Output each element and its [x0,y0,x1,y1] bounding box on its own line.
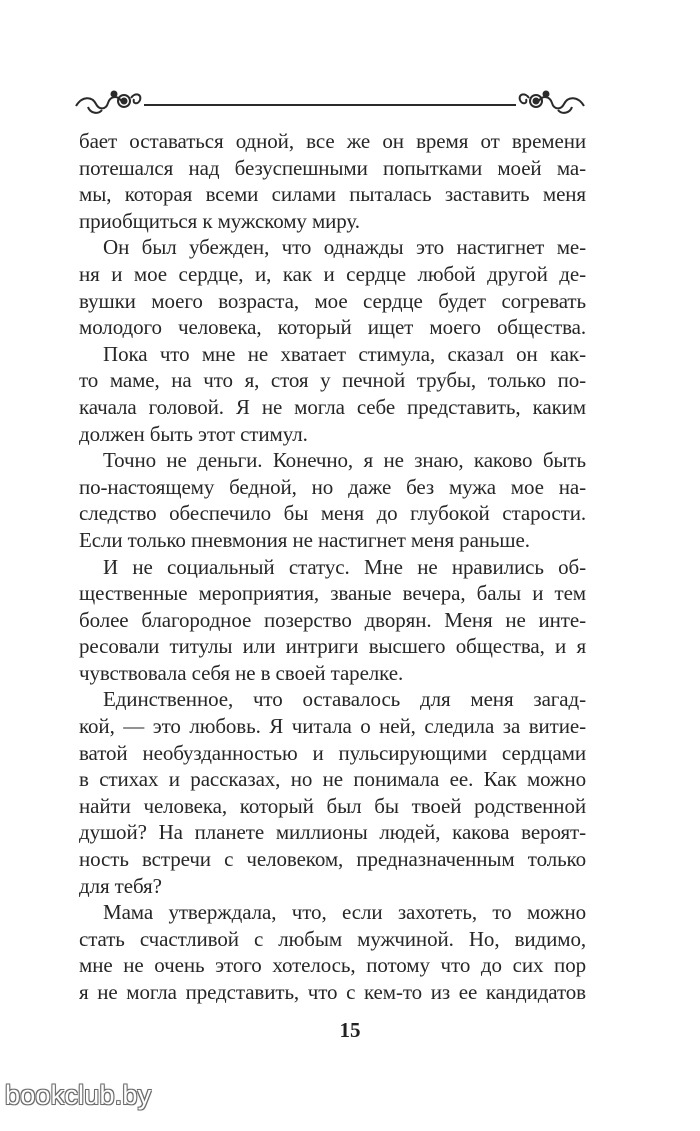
left-flourish-icon [76,92,140,113]
text-line: Если только пневмония не настигнет меня раньше. [79,527,530,552]
text-line: бает оставаться одной, все же он время от времени [79,129,586,153]
paragraph [79,899,586,1005]
text-line: Единственное, что оставалось для меня загад- [103,687,586,712]
text-line: следство обеспечило бы меня до глубокой старости. [79,501,586,526]
text-line: найти человека, который был бы твоей родственной [79,793,586,818]
text-line: душой? На планете миллионы людей, какова вероят- [79,820,586,845]
text-line: молодого человека, который ищет моего общества. [79,315,586,340]
text-line: должен быть этот стимул. [79,421,308,446]
text-line: качала головой. Я не могла себе представить, каким [79,394,586,419]
text-line: Точно не деньги. Конечно, я не знаю, каково быть [103,448,586,473]
paragraph [79,128,586,234]
text-line: более благородное позерство дворян. Меня не инте- [79,607,586,632]
paragraph [79,341,586,447]
paragraph [79,234,586,340]
paragraph [79,686,586,899]
text-line: в стихах и рассказах, но не понимала ее. Как можно [79,767,586,792]
site-watermark: bookclub.by [5,1080,152,1110]
text-line: Пока что мне не хватает стимула, сказал он как- [103,341,586,366]
text-line: И не социальный статус. Мне не нравились об- [103,554,586,579]
paragraph [79,447,586,553]
text-line: ность встречи с человеком, предназначенным только [79,847,586,872]
text-line: щественные мероприятия, званые вечера, балы и тем [79,581,586,606]
text-line: чувствовала себя не в своей тарелке. [79,660,404,685]
text-line: потешался над безуспешными попытками моей ма- [79,155,586,180]
text-line: ресовали титулы или интриги высшего общества, и я [79,634,586,659]
text-line: Он был убежден, что однажды это настигнет ме- [103,235,586,260]
text-line: кой, — это любовь. Я читала о ней, следила за витие- [79,714,586,739]
text-line: я не могла представить, что с кем-то из ее кандидатов [79,980,586,1004]
text-line: приобщиться к мужскому миру. [79,208,360,233]
body-text [79,128,586,1006]
text-line: для тебя? [79,873,162,898]
text-line: Мама утверждала, что, если захотеть, то можно [103,900,586,925]
text-line: по-настоящему бедной, но даже без мужа мое на- [79,474,586,499]
text-line: мне не очень этого хотелось, потому что до сих пор [79,953,586,978]
header-ornament-divider [74,86,586,120]
right-flourish-icon [520,92,584,113]
text-line: вушки моего возраста, мое сердце будет согревать [79,288,586,313]
text-line: ня и мое сердце, и, как и сердце любой другой де- [79,261,586,286]
paragraph [79,554,586,687]
text-line: мы, которая всеми силами пыталась заставить меня [79,182,586,207]
text-line: стать счастливой с любым мужчиной. Но, видимо, [79,926,586,951]
page-number: 15 [339,1018,361,1042]
text-line: то маме, на что я, стоя у печной трубы, только по- [79,368,586,393]
text-line: ватой необузданностью и пульсирующими сердцами [79,740,586,765]
